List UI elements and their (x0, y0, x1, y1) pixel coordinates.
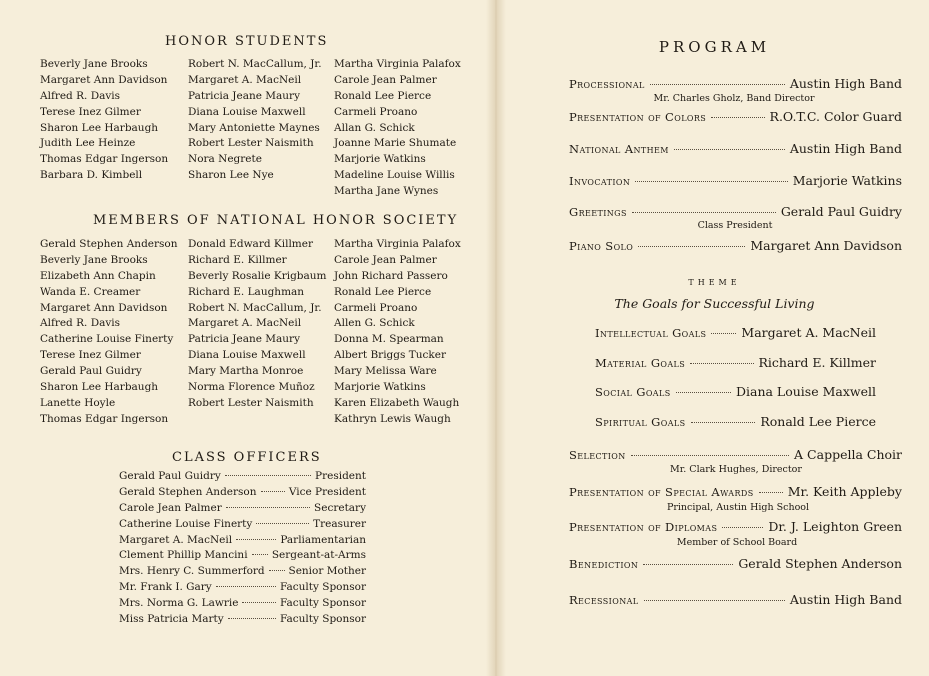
program-performer: Margaret A. MacNeil (741, 325, 876, 340)
name-entry: Catherine Louise Finerty (40, 333, 174, 346)
program-performer: Gerald Stephen Anderson (738, 556, 902, 571)
leader-dots (226, 507, 310, 508)
name-entry: Alfred R. Davis (40, 317, 121, 330)
name-entry: Margaret A. MacNeil (188, 317, 302, 330)
name-entry: Allan G. Schick (334, 121, 415, 134)
name-entry: Nora Negrete (188, 153, 262, 166)
leader-dots (631, 455, 789, 456)
name-entry: Martha Virginia Palafox (334, 238, 461, 250)
name-entry: Robert Lester Naismith (188, 137, 314, 150)
program-row-recessional (569, 592, 902, 607)
program-title: PROGRAM (658, 38, 771, 56)
program-item: Intellectual Goals (595, 326, 707, 340)
program-item: Piano Solo (569, 239, 634, 253)
leader-dots (216, 586, 276, 587)
program-item: Spiritual Goals (595, 415, 686, 429)
program-row-processional (569, 76, 902, 91)
program-performer: Gerald Paul Guidry (780, 204, 902, 219)
name-entry: Carmeli Proano (334, 105, 418, 118)
program-row-piano (569, 238, 902, 253)
officer-row (119, 534, 366, 550)
leader-dots (711, 333, 736, 334)
honor-students-col-3 (334, 57, 461, 200)
name-entry: Karen Elizabeth Waugh (334, 396, 460, 409)
program-performer: R.O.T.C. Color Guard (769, 109, 902, 124)
name-entry: Allen G. Schick (334, 317, 415, 330)
officer-role: President (315, 470, 366, 482)
name-entry: Patricia Jeane Maury (188, 333, 301, 346)
program-item: Presentation of Special Awards (569, 485, 754, 499)
class-officers-list (119, 470, 366, 629)
program-row-anthem (569, 141, 902, 156)
leader-dots (261, 491, 285, 492)
leader-dots (644, 600, 785, 601)
program-row-selection (569, 447, 902, 462)
program-row-diplomas (569, 519, 902, 534)
program-subtitle: Class President (697, 220, 773, 231)
officer-name: Margaret A. MacNeil (119, 533, 233, 546)
program-item: Processional (569, 77, 645, 91)
officer-role: Faculty Sponsor (279, 613, 366, 626)
officer-name: Carole Jean Palmer (119, 501, 222, 514)
officer-row (119, 518, 366, 534)
officer-role: Parliamentarian (280, 533, 366, 546)
leader-dots (256, 523, 309, 524)
program-item: Selection (569, 448, 626, 462)
leader-dots (643, 564, 733, 565)
theme-title: The Goals for Successful Living (614, 296, 815, 311)
name-entry: Richard E. Laughman (188, 285, 305, 298)
name-entry: Mary Antoniette Maynes (188, 121, 320, 134)
program-row-greetings (569, 204, 902, 219)
name-entry: Albert Briggs Tucker (334, 349, 446, 362)
leader-dots (635, 181, 787, 182)
program-row-goal-material (595, 355, 876, 370)
officer-role: Senior Mother (288, 565, 366, 578)
name-entry: Lanette Hoyle (40, 396, 116, 409)
name-entry: Madeline Louise Willis (334, 169, 455, 182)
officer-role: Faculty Sponsor (279, 581, 366, 594)
program-performer: Austin High Band (789, 592, 902, 607)
name-entry: Carmeli Proano (334, 301, 418, 314)
leader-dots (225, 475, 311, 476)
name-entry: Terese Inez Gilmer (40, 105, 141, 118)
program-subtitle: Mr. Charles Gholz, Band Director (653, 93, 815, 104)
officer-row (119, 502, 366, 518)
name-entry: Sharon Lee Harbaugh (40, 121, 159, 134)
leader-dots (632, 212, 776, 213)
program-item: Greetings (569, 205, 627, 219)
program-item: Material Goals (595, 356, 686, 370)
nhs-heading: MEMBERS OF NATIONAL HONOR SOCIETY (93, 213, 459, 228)
program-performer: Marjorie Watkins (792, 173, 902, 188)
name-entry: Elizabeth Ann Chapin (40, 269, 156, 282)
name-entry: Thomas Edgar Ingerson (40, 153, 169, 166)
program-performer: Richard E. Killmer (758, 355, 876, 370)
leader-dots (252, 554, 268, 555)
nhs-col-3 (334, 237, 461, 428)
officer-name: Catherine Louise Finerty (119, 517, 253, 530)
name-entry: Carole Jean Palmer (334, 73, 437, 86)
name-entry: Sharon Lee Nye (188, 169, 274, 182)
program-performer: Dr. J. Leighton Green (768, 519, 902, 534)
name-entry: Mary Martha Monroe (188, 365, 304, 378)
name-entry: Marjorie Watkins (334, 381, 426, 394)
leader-dots (242, 602, 276, 603)
name-entry: Beverly Jane Brooks (40, 58, 148, 70)
name-entry: Robert N. MacCallum, Jr. (188, 301, 322, 314)
program-item: National Anthem (569, 142, 669, 156)
program-performer: Mr. Keith Appleby (787, 484, 902, 499)
name-entry: Ronald Lee Pierce (334, 89, 432, 102)
name-entry: Richard E. Killmer (188, 253, 287, 266)
program-performer: Diana Louise Maxwell (735, 384, 876, 399)
name-entry: Beverly Rosalie Krigbaum (188, 269, 327, 282)
leader-dots (759, 492, 783, 493)
name-entry: Ronald Lee Pierce (334, 285, 432, 298)
program-performer: Austin High Band (789, 76, 902, 91)
theme-label: THEME (688, 278, 741, 287)
leader-dots (650, 84, 785, 85)
name-entry: Donna M. Spearman (334, 333, 444, 346)
class-officers-heading: CLASS OFFICERS (172, 450, 322, 465)
officer-row (119, 581, 366, 597)
program-item: Presentation of Diplomas (569, 520, 718, 534)
officer-row (119, 470, 366, 486)
officer-role: Faculty Sponsor (279, 597, 366, 610)
officer-name: Clement Phillip Mancini (119, 549, 248, 562)
officer-name: Gerald Paul Guidry (119, 470, 221, 482)
program-row-goal-intellectual (595, 325, 876, 340)
name-entry: John Richard Passero (334, 269, 448, 282)
leader-dots (722, 527, 763, 528)
officer-row (119, 613, 366, 629)
name-entry: Norma Florence Muñoz (188, 381, 315, 394)
name-entry: Carole Jean Palmer (334, 253, 437, 266)
name-entry: Diana Louise Maxwell (188, 349, 306, 362)
officer-name: Mrs. Henry C. Summerford (119, 565, 265, 578)
nhs-col-2 (188, 237, 327, 412)
name-entry: Margaret Ann Davidson (40, 301, 168, 314)
program-item: Invocation (569, 174, 631, 188)
leader-dots (236, 539, 276, 540)
name-entry: Margaret Ann Davidson (40, 73, 168, 86)
honor-students-heading: HONOR STUDENTS (165, 34, 329, 49)
program-subtitle: Principal, Austin High School (666, 502, 810, 513)
leader-dots (711, 117, 764, 118)
leader-dots (269, 570, 285, 571)
program-row-goal-spiritual (595, 414, 876, 429)
officer-row (119, 565, 366, 581)
name-entry: Diana Louise Maxwell (188, 105, 306, 118)
name-entry: Martha Jane Wynes (334, 185, 439, 198)
name-entry: Martha Virginia Palafox (334, 58, 461, 70)
program-performer: Margaret Ann Davidson (750, 238, 902, 253)
program-row-invocation (569, 173, 902, 188)
name-entry: Donald Edward Killmer (188, 238, 314, 250)
program-performer: A Cappella Choir (794, 447, 902, 462)
name-entry: Marjorie Watkins (334, 153, 426, 166)
program-item: Recessional (569, 593, 639, 607)
name-entry: Gerald Paul Guidry (40, 365, 142, 378)
program-performer: Austin High Band (789, 141, 902, 156)
name-entry: Margaret A. MacNeil (188, 73, 302, 86)
officer-row (119, 486, 366, 502)
officer-name: Miss Patricia Marty (119, 613, 224, 626)
name-entry: Alfred R. Davis (40, 89, 121, 102)
name-entry: Judith Lee Heinze (40, 137, 136, 150)
name-entry: Patricia Jeane Maury (188, 89, 301, 102)
honor-students-col-1 (40, 57, 168, 184)
leader-dots (228, 618, 276, 619)
name-entry: Gerald Stephen Anderson (40, 238, 178, 250)
name-entry: Terese Inez Gilmer (40, 349, 141, 362)
officer-row (119, 597, 366, 613)
name-entry: Mary Melissa Ware (334, 365, 437, 378)
program-row-colors (569, 109, 902, 124)
name-entry: Robert N. MacCallum, Jr. (188, 58, 322, 70)
program-performer: Ronald Lee Pierce (760, 414, 876, 429)
name-entry: Sharon Lee Harbaugh (40, 381, 159, 394)
officer-role: Vice President (288, 485, 366, 498)
program-item: Benediction (569, 557, 639, 571)
leader-dots (638, 246, 745, 247)
nhs-col-1 (40, 237, 178, 428)
officer-role: Secretary (314, 501, 366, 514)
program-row-awards (569, 484, 902, 499)
leader-dots (691, 422, 756, 423)
program-item: Presentation of Colors (569, 110, 707, 124)
program-row-benediction (569, 556, 902, 571)
leader-dots (690, 363, 753, 364)
officer-role: Treasurer (313, 517, 366, 530)
officer-name: Gerald Stephen Anderson (119, 485, 257, 498)
program-row-goal-social (595, 384, 876, 399)
name-entry: Wanda E. Creamer (40, 285, 141, 298)
program-subtitle: Mr. Clark Hughes, Director (670, 464, 802, 475)
leader-dots (674, 149, 785, 150)
officer-role: Sergeant-at-Arms (271, 549, 366, 562)
name-entry: Joanne Marie Shumate (334, 137, 457, 150)
name-entry: Barbara D. Kimbell (40, 169, 143, 182)
program-subtitle: Member of School Board (676, 537, 798, 548)
name-entry: Kathryn Lewis Waugh (334, 412, 451, 425)
officer-row (119, 549, 366, 565)
name-entry: Thomas Edgar Ingerson (40, 412, 169, 425)
honor-students-col-2 (188, 57, 322, 184)
leader-dots (676, 392, 731, 393)
name-entry: Robert Lester Naismith (188, 396, 314, 409)
program-item: Social Goals (595, 385, 671, 399)
name-entry: Beverly Jane Brooks (40, 253, 148, 266)
officer-name: Mr. Frank I. Gary (119, 581, 212, 594)
officer-name: Mrs. Norma G. Lawrie (119, 597, 239, 610)
